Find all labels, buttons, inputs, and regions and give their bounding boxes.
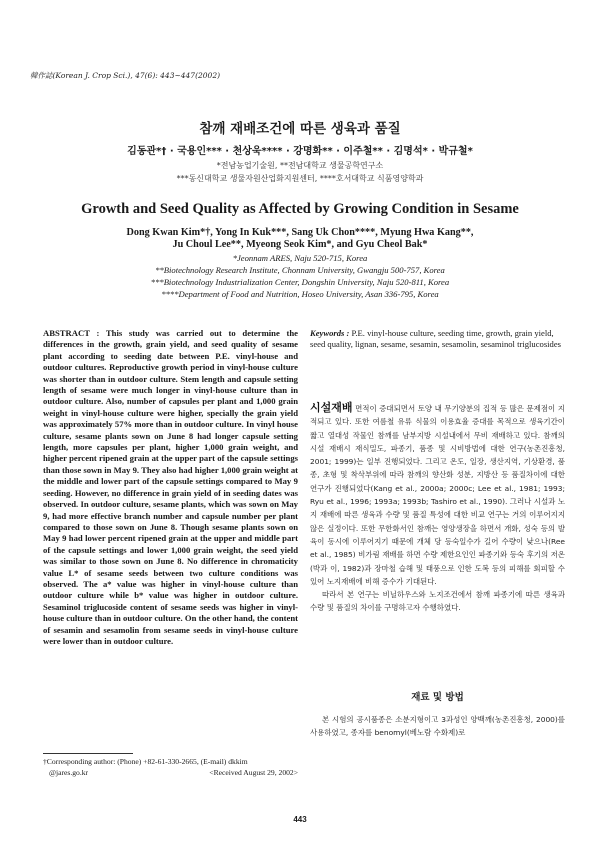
- intro-lead-word: 시설재배: [310, 401, 353, 414]
- methods-paragraph-1: 본 시험의 공시품종은 소분지형이고 3과성인 양백깨(농촌진흥청, 2000)를 사용하였고, 종자를 benomyl(베노람 수화제)로: [310, 715, 565, 738]
- affiliation-english-4: ****Department of Food and Nutrition, Hoseo University, Asan 336-795, Korea: [161, 289, 439, 299]
- footnote-corresponding: †Corresponding author: (Phone) +82-61-330-2665, (E-mail) dkkim: [43, 757, 248, 766]
- footnote-received-date: <Received August 29, 2002>: [209, 767, 298, 777]
- keywords-label: Keywords :: [310, 328, 350, 338]
- methods-heading: 재료 및 방법: [411, 692, 464, 703]
- footnote: [43, 757, 298, 778]
- introduction: [310, 401, 565, 615]
- intro-paragraph-1-text: 면적이 증대되면서 토양 내 무기양분의 집적 등 많은 문제점이 지적되고 있다. 또한 여름철 유류 식물의 이용효율 증대를 목적으로 생육기간이 짧고 열대성 작물인 참깨를 남부지방 시설내에서 무비 재배하고 있다. 참깨의 시설 재배시 재식밀도, 파종기, 품종 및 시비방법에 대한 연구(농촌진흥청, 2001; 1999)는 일부 진행되었다. 그리고 온도, 일장, 생산지역, 기상환경, 품종, 초형 및 착삭부위에 따라 참깨의 향산화 성분, 지방산 등 품질차이에 대한 연구가 진행되었다(Kang et al., 2000a; 2000c; Lee et al., 1981; 1993; Ryu et al., 1996; 1993a; 1993b; Tashiro et al., 1990). 그러나 시설과 노지 재배에 따른 생육과 수량 및 품질 특성에 대한 비교 연구는 거의 이루어지지 않은 실정이다. 또한 무한화서인 참깨는 영양생장을 하면서 개화, 성숙 등의 발육이 동시에 이루어지기 때문에 개체 당 등숙일수가 길어 수량이 낮으나(Ree et al., 1985) 비가림 재배를 하면 수량 제한요인인 파종기와 등숙 후기의 저온(박과 이, 1982)과 장마철 습해 및 태풍으로 인한 도복 등의 피해를 회피할 수 있어 노지재배에 비해 증수가 기대된다.: [310, 404, 565, 586]
- abstract: ABSTRACT : This study was carried out to determine the differences in the growth, grain yield, and seed quality of sesame plant according to seeding date between P.E. vinyl-house and outdoor cultures. Reproductive growth period in vinyl-house culture was shorter than in outdoor culture. Stem length and capsule setting length of sesame were much longer in vinyl-house culture than in outdoor culture. Also, number of capsules per plant and 1,000 grain weight in vinyl-house culture were higher, specially the grain yield was approximately 57% more than in outdoor culture. In vinyl house culture, sesame plants sown on June 8 had longer capsule setting length, more capsules per plant, higher 1,000 grain weight, and higher percent ripened grain at the upper part of the capsule settings than those sown in May 9. They also had higher 1,000 grain weight at the middle and lower part of the capsule settings compared to May 9 seeding. However, no difference in grain yield of in seeding dates was observed. In outdoor culture, sesame plants, which was sown on May 9, had more effective branch number and capsule number per plant compared to those sown on June 8. Though sesame plants sown on May 9 had lower percent ripened grain at the upper and middle part of the capsule settings and lower 1,000 grain weight, the seed yield was similar to those sown on June 8. No difference in chromaticity value L* of sesame seeds between two culture conditions was observed. The a* value was higher in vinyl-house culture than outdoor culture while b* value was higher in outdoor culture. Sesaminol triglucoside content of sesame seeds was higher in vinyl-house culture than in outdoor culture. On the other hand, the content of sesamin and sesamolin from sesame seeds in vinyl-house culture were lower than in outdoor culture.: [43, 328, 298, 646]
- affiliation-korean-1: *전남농업기술원, **전남대학교 생물공학연구소: [216, 161, 384, 170]
- methods-section: [310, 713, 565, 740]
- affiliation-english-1: *Jeonnam ARES, Naju 520-715, Korea: [232, 253, 368, 263]
- page-number: 443: [293, 815, 307, 824]
- journal-citation: 韓作誌(Korean J. Crop Sci.), 47(6): 443~447(2002): [30, 71, 221, 80]
- keywords-text: P.E. vinyl-house culture, seeding time, growth, grain yield, seed quality, lignan, sesame, sesamin, sesamolin, sesaminol triglucosides: [310, 328, 562, 350]
- authors-english-1: Dong Kwan Kim*†, Yong In Kuk***, Sang Uk Chon****, Myung Hwa Kang**,: [126, 227, 474, 238]
- footnote-rule: [43, 753, 133, 754]
- affiliation-korean-2: ***동신대학교 생물자원산업화지원센터, ****호서대학교 식품영양학과: [176, 174, 424, 183]
- intro-paragraph-1: [310, 401, 565, 588]
- affiliation-english-2: **Biotechnology Research Institute, Chonnam University, Gwangju 500-757, Korea: [155, 265, 445, 275]
- affiliation-english-3: ***Biotechnology Industrialization Center, Dongshin University, Naju 520-811, Korea: [150, 277, 450, 287]
- keywords-block: [310, 328, 565, 351]
- title-english: Growth and Seed Quality as Affected by Growing Condition in Sesame: [81, 201, 519, 217]
- footnote-email-rest: @jares.go.kr: [49, 767, 89, 777]
- title-korean: 참깨 재배조건에 따른 생육과 품질: [199, 121, 401, 137]
- authors-korean: 김동관*† · 국용인*** · 천상욱**** · 강명화** · 이주철** · 김명석* · 박규철*: [127, 146, 473, 157]
- authors-english-2: Ju Choul Lee**, Myeong Seok Kim*, and Gyu Cheol Bak*: [172, 239, 428, 250]
- intro-paragraph-2: 따라서 본 연구는 비닐하우스와 노지조건에서 참깨 파종기에 따른 생육과 수량 및 품질의 차이를 구명하고자 수행하였다.: [310, 590, 565, 613]
